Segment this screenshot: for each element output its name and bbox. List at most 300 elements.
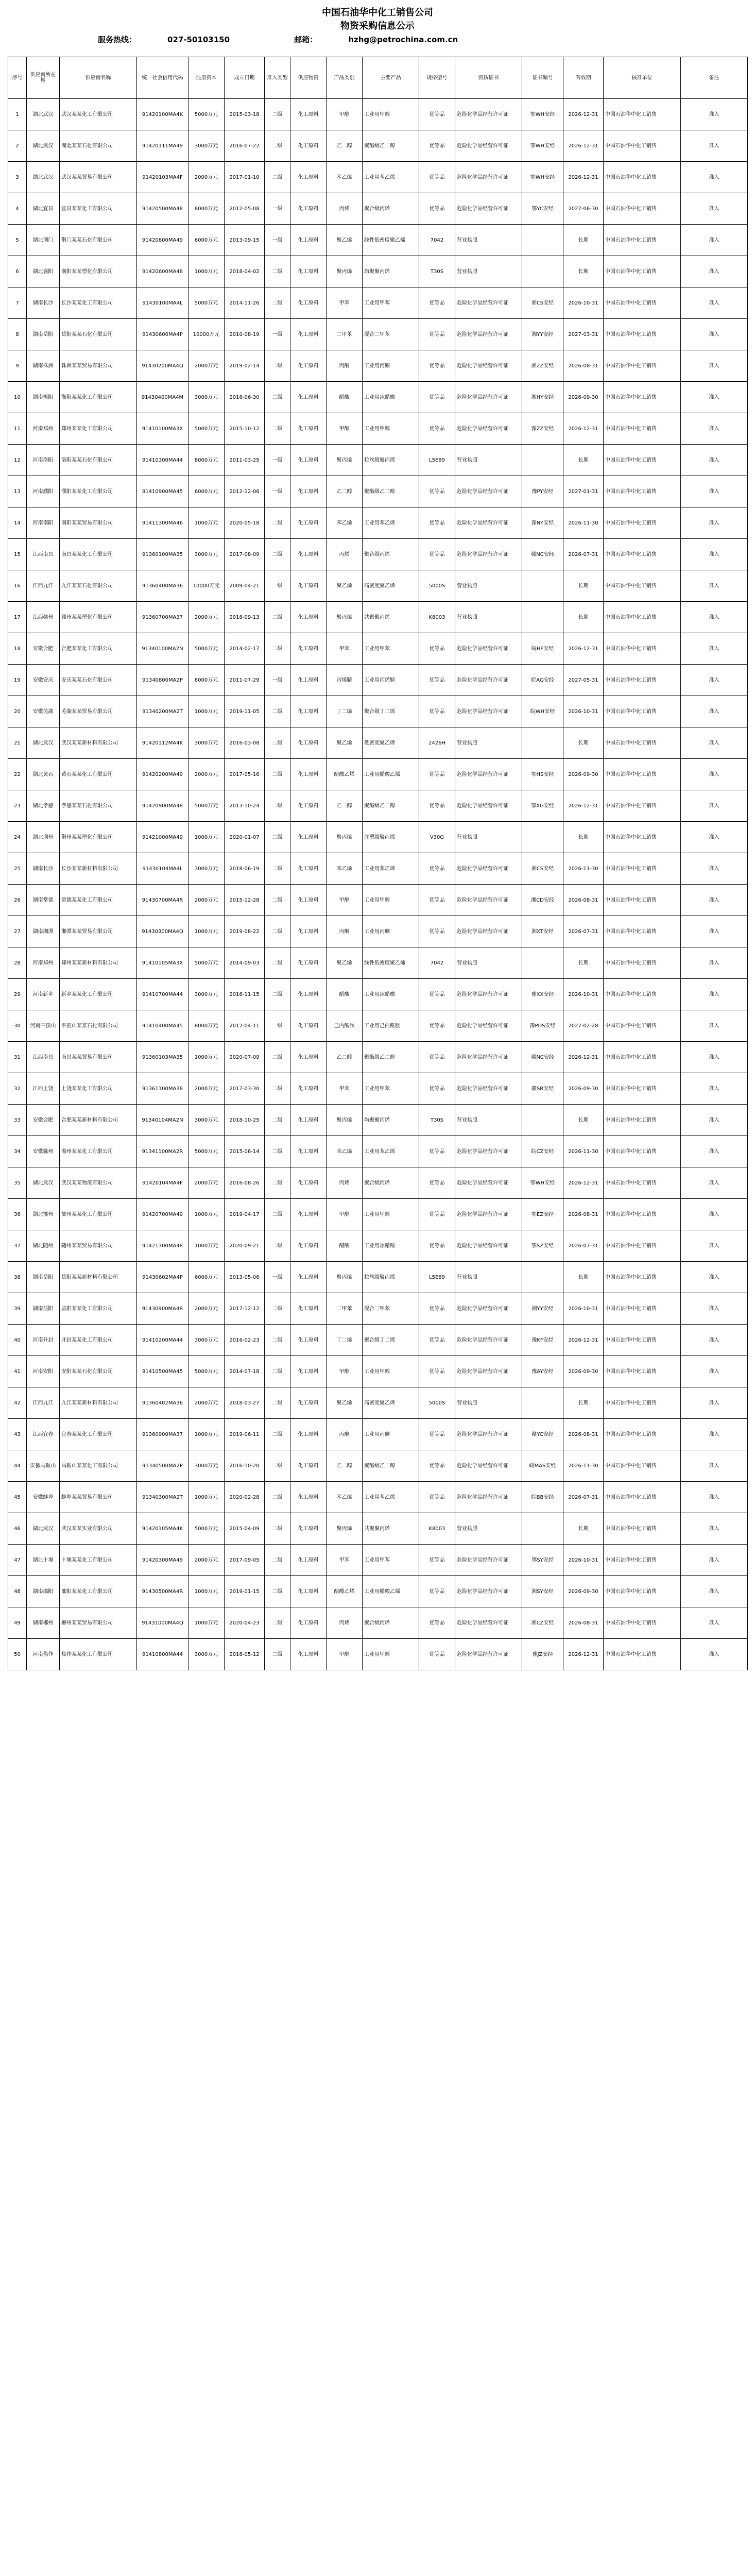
table-cell: 危险化学品经营许可证 [455, 1576, 522, 1607]
page-footer-space [0, 1670, 755, 1681]
table-cell: 鄂XG安经 [522, 790, 563, 822]
table-cell: 48 [8, 1576, 27, 1607]
table-cell: 中国石油华中化工销售 [604, 287, 681, 319]
column-header: 备注 [681, 57, 748, 99]
table-row [8, 445, 748, 476]
table-cell: 2016-10-20 [225, 1450, 265, 1482]
table-cell: 5 [8, 225, 27, 256]
table-row [8, 476, 748, 507]
table-cell: 中国石油华中化工销售 [604, 413, 681, 445]
table-row [8, 1387, 748, 1419]
table-cell: 二级 [265, 1325, 290, 1356]
table-cell: 化工原料 [290, 256, 327, 287]
column-header: 证书编号 [522, 57, 563, 99]
table-cell: 2026-08-31 [563, 1419, 604, 1450]
table-cell: 化工原料 [290, 162, 327, 193]
table-cell: 准入 [681, 1450, 748, 1482]
table-cell: 2013-05-06 [225, 1262, 265, 1293]
table-row [8, 287, 748, 319]
table-cell: 危险化学品经营许可证 [455, 99, 522, 130]
table-cell: 均聚聚丙烯 [363, 256, 419, 287]
table-cell: 优等品 [419, 1010, 455, 1042]
table-cell: 5000万元 [188, 1356, 225, 1387]
table-cell: 工业用甲苯 [363, 1073, 419, 1105]
table-cell: 91361100MA38 [137, 1073, 188, 1105]
table-cell: 优等品 [419, 885, 455, 916]
table-cell: 优等品 [419, 193, 455, 225]
table-cell: 危险化学品经营许可证 [455, 916, 522, 947]
table-cell: 9 [8, 350, 27, 382]
table-cell: 二级 [265, 130, 290, 162]
table-cell: 皖MAS安经 [522, 1450, 563, 1482]
table-row [8, 1042, 748, 1073]
table-cell: 准入 [681, 319, 748, 350]
table-cell: 二级 [265, 539, 290, 570]
table-cell: 中国石油华中化工销售 [604, 1450, 681, 1482]
table-cell: 2000万元 [188, 602, 225, 633]
table-cell: 准入 [681, 1042, 748, 1073]
table-cell: 2018-06-19 [225, 853, 265, 885]
table-cell: 衡阳某某化工有限公司 [60, 382, 137, 413]
table-cell: 2000万元 [188, 1387, 225, 1419]
table-cell: 化工原料 [290, 350, 327, 382]
table-cell: 危险化学品经营许可证 [455, 130, 522, 162]
table-cell: 准入 [681, 727, 748, 759]
email-address[interactable]: hzhg@petrochina.com.cn [348, 35, 458, 44]
table-cell: 湖南衡阳 [27, 382, 60, 413]
table-cell: 南阳某某贸易有限公司 [60, 507, 137, 539]
table-cell: 2027-06-30 [563, 193, 604, 225]
table-cell: 化工原料 [290, 99, 327, 130]
column-header: 有效期 [563, 57, 604, 99]
table-cell: 长期 [563, 256, 604, 287]
table-cell: 聚酯级乙二醇 [363, 1042, 419, 1073]
table-cell: 丙酮 [327, 350, 363, 382]
table-cell: 工业用甲醇 [363, 1199, 419, 1230]
table-cell: 危险化学品经营许可证 [455, 1482, 522, 1513]
table-cell: 2026-12-31 [563, 633, 604, 665]
table-cell: 危险化学品经营许可证 [455, 665, 522, 696]
table-cell: 二级 [265, 1639, 290, 1670]
table-cell: 2011-03-25 [225, 445, 265, 476]
table-cell: 中国石油华中化工销售 [604, 193, 681, 225]
table-row [8, 1167, 748, 1199]
table-cell [522, 947, 563, 979]
table-cell: 湖北荆门 [27, 225, 60, 256]
table-cell: 化工原料 [290, 319, 327, 350]
table-cell: 南昌某某化工有限公司 [60, 539, 137, 570]
table-cell: 优等品 [419, 853, 455, 885]
table-row [8, 790, 748, 822]
table-cell: 中国石油华中化工销售 [604, 633, 681, 665]
table-cell: 准入 [681, 225, 748, 256]
table-cell: 2019-02-14 [225, 350, 265, 382]
table-cell: 中国石油华中化工销售 [604, 822, 681, 853]
table-row [8, 979, 748, 1010]
table-cell: 中国石油华中化工销售 [604, 1073, 681, 1105]
table-cell: 工业用苯乙烯 [363, 853, 419, 885]
table-cell: 2015-10-12 [225, 413, 265, 445]
table-cell: 91430400MA4M [137, 382, 188, 413]
table-cell: 2026-08-31 [563, 885, 604, 916]
table-cell: 长期 [563, 1513, 604, 1545]
table-cell: 优等品 [419, 1576, 455, 1607]
table-cell: 化工原料 [290, 1419, 327, 1450]
table-cell: 二级 [265, 1419, 290, 1450]
table-cell: 2026-10-31 [563, 979, 604, 1010]
table-cell: 91410500MA45 [137, 1356, 188, 1387]
table-cell: 8000万元 [188, 1010, 225, 1042]
table-cell: 2016-06-30 [225, 382, 265, 413]
table-cell: 2019-01-15 [225, 1576, 265, 1607]
table-cell: 湖北随州 [27, 1230, 60, 1262]
table-cell: 共聚聚丙烯 [363, 602, 419, 633]
table-cell: 1000万元 [188, 1199, 225, 1230]
column-header: 产品类别 [327, 57, 363, 99]
table-cell: 2027-03-31 [563, 319, 604, 350]
table-cell: 化工原料 [290, 1199, 327, 1230]
column-header: 规格型号 [419, 57, 455, 99]
table-cell: 危险化学品经营许可证 [455, 1545, 522, 1576]
table-cell: 化工原料 [290, 1167, 327, 1199]
table-cell: 赣YC安经 [522, 1419, 563, 1450]
table-cell: 准入 [681, 1419, 748, 1450]
table-cell: 2026-07-31 [563, 1482, 604, 1513]
table-cell: 危险化学品经营许可证 [455, 633, 522, 665]
table-cell: 二级 [265, 1450, 290, 1482]
table-cell: 豫AY安经 [522, 1356, 563, 1387]
table-cell: 91421000MA49 [137, 822, 188, 853]
table-cell: 二级 [265, 790, 290, 822]
table-cell: 29 [8, 979, 27, 1010]
table-cell: 2014-09-03 [225, 947, 265, 979]
table-cell: 91430700MA4R [137, 885, 188, 916]
table-row [8, 350, 748, 382]
table-cell: 91340800MA2P [137, 665, 188, 696]
table-cell: 2026-07-31 [563, 539, 604, 570]
table-cell: 聚乙烯 [327, 727, 363, 759]
table-cell: 91410200MA44 [137, 1325, 188, 1356]
table-cell: 中国石油华中化工销售 [604, 99, 681, 130]
table-cell: 49 [8, 1607, 27, 1639]
table-cell: 中国石油华中化工销售 [604, 1010, 681, 1042]
table-cell: 准入 [681, 1639, 748, 1670]
table-cell: 6000万元 [188, 476, 225, 507]
table-cell [522, 822, 563, 853]
table-cell: 2000万元 [188, 162, 225, 193]
table-cell: 91410800MA44 [137, 1639, 188, 1670]
table-cell: 湖南岳阳 [27, 319, 60, 350]
table-cell: 中国石油华中化工销售 [604, 1325, 681, 1356]
table-cell: 九江某某新材料有限公司 [60, 1387, 137, 1419]
table-cell: 湖北十堰 [27, 1545, 60, 1576]
table-cell: 聚酯级乙二醇 [363, 1450, 419, 1482]
table-cell: 3000万元 [188, 1105, 225, 1136]
hotline-number: 027-50103150 [167, 35, 230, 44]
table-cell: 湖南常德 [27, 885, 60, 916]
table-cell: 10000万元 [188, 319, 225, 350]
table-cell: 91430104MA4L [137, 853, 188, 885]
table-cell: 5000万元 [188, 99, 225, 130]
table-cell: 常德某某化工有限公司 [60, 885, 137, 916]
table-cell: 豫KF安经 [522, 1325, 563, 1356]
table-cell: 2015-04-09 [225, 1513, 265, 1545]
table-cell: 准入 [681, 1010, 748, 1042]
table-row [8, 665, 748, 696]
table-cell: 91420112MA4K [137, 727, 188, 759]
table-cell: 91430602MA4P [137, 1262, 188, 1293]
table-cell: 苯乙烯 [327, 1482, 363, 1513]
table-cell: 工业用冰醋酸 [363, 1230, 419, 1262]
table-cell: 武汉某某实业有限公司 [60, 1513, 137, 1545]
column-header: 统一社会信用代码 [137, 57, 188, 99]
table-cell: 中国石油华中化工销售 [604, 1167, 681, 1199]
table-cell: 中国石油华中化工销售 [604, 1639, 681, 1670]
table-cell: 湘CD安经 [522, 885, 563, 916]
table-cell: 化工原料 [290, 822, 327, 853]
table-cell: 鄂WH安经 [522, 99, 563, 130]
table-cell: 安徽合肥 [27, 633, 60, 665]
table-cell: 聚合级丁二烯 [363, 696, 419, 727]
table-cell: 优等品 [419, 1419, 455, 1450]
table-cell: 1000万元 [188, 1230, 225, 1262]
table-cell: 危险化学品经营许可证 [455, 476, 522, 507]
table-cell [522, 445, 563, 476]
table-row [8, 727, 748, 759]
table-row [8, 633, 748, 665]
table-cell: 武汉某某贸易有限公司 [60, 162, 137, 193]
table-cell: 91430600MA4P [137, 319, 188, 350]
table-cell: 25 [8, 853, 27, 885]
table-cell: 13 [8, 476, 27, 507]
table-cell: 中国石油华中化工销售 [604, 1607, 681, 1639]
table-cell: 91410105MA3X [137, 947, 188, 979]
table-cell: 河南新乡 [27, 979, 60, 1010]
table-cell: 聚合级丙烯 [363, 1607, 419, 1639]
table-cell: 甲醇 [327, 1199, 363, 1230]
table-cell: 二级 [265, 1073, 290, 1105]
table-cell: 91340500MA2P [137, 1450, 188, 1482]
table-cell: 91430200MA4Q [137, 350, 188, 382]
table-cell: 2026-09-30 [563, 382, 604, 413]
table-cell: 长期 [563, 727, 604, 759]
table-row [8, 853, 748, 885]
table-cell: 化工原料 [290, 1293, 327, 1325]
table-cell: 50 [8, 1639, 27, 1670]
table-cell: 37 [8, 1230, 27, 1262]
table-row [8, 1450, 748, 1482]
table-cell: 长期 [563, 822, 604, 853]
table-cell [522, 1262, 563, 1293]
table-cell: 中国石油华中化工销售 [604, 256, 681, 287]
table-cell: 中国石油华中化工销售 [604, 570, 681, 602]
table-cell: 1000万元 [188, 256, 225, 287]
table-cell: 45 [8, 1482, 27, 1513]
table-cell [522, 1387, 563, 1419]
table-cell: 聚丙烯 [327, 256, 363, 287]
table-row [8, 1356, 748, 1387]
table-cell: 鄂SZ安经 [522, 1230, 563, 1262]
table-row [8, 1105, 748, 1136]
table-cell: 91430300MA4Q [137, 916, 188, 947]
table-cell: 优等品 [419, 1293, 455, 1325]
table-cell: 优等品 [419, 350, 455, 382]
table-cell: 2014-07-18 [225, 1356, 265, 1387]
table-row [8, 1545, 748, 1576]
table-cell: 二甲苯 [327, 1293, 363, 1325]
table-cell: 二级 [265, 602, 290, 633]
table-cell: 二级 [265, 1136, 290, 1167]
table-cell: 优等品 [419, 916, 455, 947]
table-cell: 优等品 [419, 1482, 455, 1513]
table-cell: 丙烯 [327, 539, 363, 570]
table-cell: 11 [8, 413, 27, 445]
table-cell: 2026-12-31 [563, 99, 604, 130]
table-cell: 2026-07-31 [563, 916, 604, 947]
table-cell: 危险化学品经营许可证 [455, 1419, 522, 1450]
table-cell: 高密度聚乙烯 [363, 1387, 419, 1419]
table-cell: 一级 [265, 225, 290, 256]
table-cell [522, 225, 563, 256]
table-cell: 2017-01-10 [225, 162, 265, 193]
table-cell: 二级 [265, 1513, 290, 1545]
table-cell: 6000万元 [188, 225, 225, 256]
table-cell: 91340104MA2N [137, 1105, 188, 1136]
table-cell: 湘CS安经 [522, 287, 563, 319]
table-cell: 安阳某某石化有限公司 [60, 1356, 137, 1387]
table-cell: 二级 [265, 1607, 290, 1639]
table-cell: 危险化学品经营许可证 [455, 1325, 522, 1356]
table-cell: 38 [8, 1262, 27, 1293]
table-cell: 中国石油华中化工销售 [604, 1356, 681, 1387]
table-cell: 安徽滁州 [27, 1136, 60, 1167]
table-cell: 优等品 [419, 790, 455, 822]
table-cell: 优等品 [419, 539, 455, 570]
table-cell: 44 [8, 1450, 27, 1482]
table-cell: 二级 [265, 885, 290, 916]
table-cell: 苯乙烯 [327, 1136, 363, 1167]
table-cell: 4 [8, 193, 27, 225]
table-cell: 91431000MA4Q [137, 1607, 188, 1639]
table-cell: 2000万元 [188, 1545, 225, 1576]
supplier-table [8, 57, 748, 1670]
table-cell: 2017-09-05 [225, 1545, 265, 1576]
table-cell: 营业执照 [455, 602, 522, 633]
table-cell: K8003 [419, 602, 455, 633]
table-cell: 7 [8, 287, 27, 319]
table-cell: 豫ZZ安经 [522, 413, 563, 445]
column-header: 注册资本 [188, 57, 225, 99]
table-cell: 2016-08-26 [225, 1167, 265, 1199]
table-cell: 2027-05-31 [563, 665, 604, 696]
table-cell: 优等品 [419, 382, 455, 413]
table-cell: 蚌埠某某贸易有限公司 [60, 1482, 137, 1513]
table-cell: 2026-08-31 [563, 1199, 604, 1230]
table-cell: 洛阳某某石化有限公司 [60, 445, 137, 476]
table-cell: 醋酸乙烯 [327, 759, 363, 790]
table-cell: 2026-12-31 [563, 1042, 604, 1073]
table-cell: 苯乙烯 [327, 507, 363, 539]
table-cell: 准入 [681, 1262, 748, 1293]
table-cell: 湖北武汉 [27, 1513, 60, 1545]
table-cell: 中国石油华中化工销售 [604, 1230, 681, 1262]
table-cell: 长期 [563, 1387, 604, 1419]
table-cell: 工业用己内酰胺 [363, 1010, 419, 1042]
document-header [0, 0, 755, 57]
table-cell: 湖北某某石化有限公司 [60, 130, 137, 162]
table-cell: 91420100MA4K [137, 99, 188, 130]
table-cell: 聚丙烯 [327, 1105, 363, 1136]
table-row [8, 759, 748, 790]
table-cell: 湖北宜昌 [27, 193, 60, 225]
table-cell: 91410900MA45 [137, 476, 188, 507]
table-cell: 鄂SY安经 [522, 1545, 563, 1576]
table-cell: 7042 [419, 225, 455, 256]
table-cell: 5000S [419, 570, 455, 602]
table-cell: 丁二烯 [327, 1325, 363, 1356]
table-cell: 赣NC安经 [522, 1042, 563, 1073]
table-cell: 1000万元 [188, 696, 225, 727]
table-cell: 2017-03-30 [225, 1073, 265, 1105]
table-cell: 苯乙烯 [327, 853, 363, 885]
table-cell: 随州某某贸易有限公司 [60, 1230, 137, 1262]
table-cell: 中国石油华中化工销售 [604, 1419, 681, 1450]
table-cell: 危险化学品经营许可证 [455, 790, 522, 822]
table-cell [522, 570, 563, 602]
table-cell: 江西九江 [27, 570, 60, 602]
table-cell: 湖北荆州 [27, 822, 60, 853]
table-cell: 安徽合肥 [27, 1105, 60, 1136]
table-cell: 武汉某某物流有限公司 [60, 1167, 137, 1199]
table-row [8, 1136, 748, 1167]
table-cell: 化工原料 [290, 947, 327, 979]
table-cell: 准入 [681, 350, 748, 382]
table-cell: 危险化学品经营许可证 [455, 885, 522, 916]
table-cell: 91340200MA2T [137, 696, 188, 727]
table-cell: 二级 [265, 1199, 290, 1230]
table-cell: 甲苯 [327, 1545, 363, 1576]
column-header: 资质证书 [455, 57, 522, 99]
table-cell: 湘潭某某贸易有限公司 [60, 916, 137, 947]
table-cell: 1000万元 [188, 1042, 225, 1073]
table-cell: 1000万元 [188, 1482, 225, 1513]
table-cell: 线性低密度聚乙烯 [363, 225, 419, 256]
table-cell: 危险化学品经营许可证 [455, 759, 522, 790]
table-cell: 湘CZ安经 [522, 1607, 563, 1639]
table-cell: 准入 [681, 1607, 748, 1639]
table-cell: 33 [8, 1105, 27, 1136]
table-cell: 工业用甲醇 [363, 99, 419, 130]
table-cell: 湖北鄂州 [27, 1199, 60, 1230]
table-cell: 危险化学品经营许可证 [455, 319, 522, 350]
table-cell: 优等品 [419, 1136, 455, 1167]
table-cell: 危险化学品经营许可证 [455, 539, 522, 570]
table-cell: 2000万元 [188, 1293, 225, 1325]
table-cell: 3000万元 [188, 539, 225, 570]
table-cell: 2013-10-24 [225, 790, 265, 822]
table-cell: 湘CS安经 [522, 853, 563, 885]
table-cell: 优等品 [419, 1073, 455, 1105]
table-row [8, 256, 748, 287]
table-cell: 2020-04-23 [225, 1607, 265, 1639]
table-cell: 十堰某某化工有限公司 [60, 1545, 137, 1576]
table-cell: 优等品 [419, 1356, 455, 1387]
table-cell: 二级 [265, 947, 290, 979]
table-cell: 二级 [265, 1545, 290, 1576]
table-cell [522, 1513, 563, 1545]
table-cell: 低密度聚乙烯 [363, 727, 419, 759]
table-header-row [8, 57, 748, 99]
